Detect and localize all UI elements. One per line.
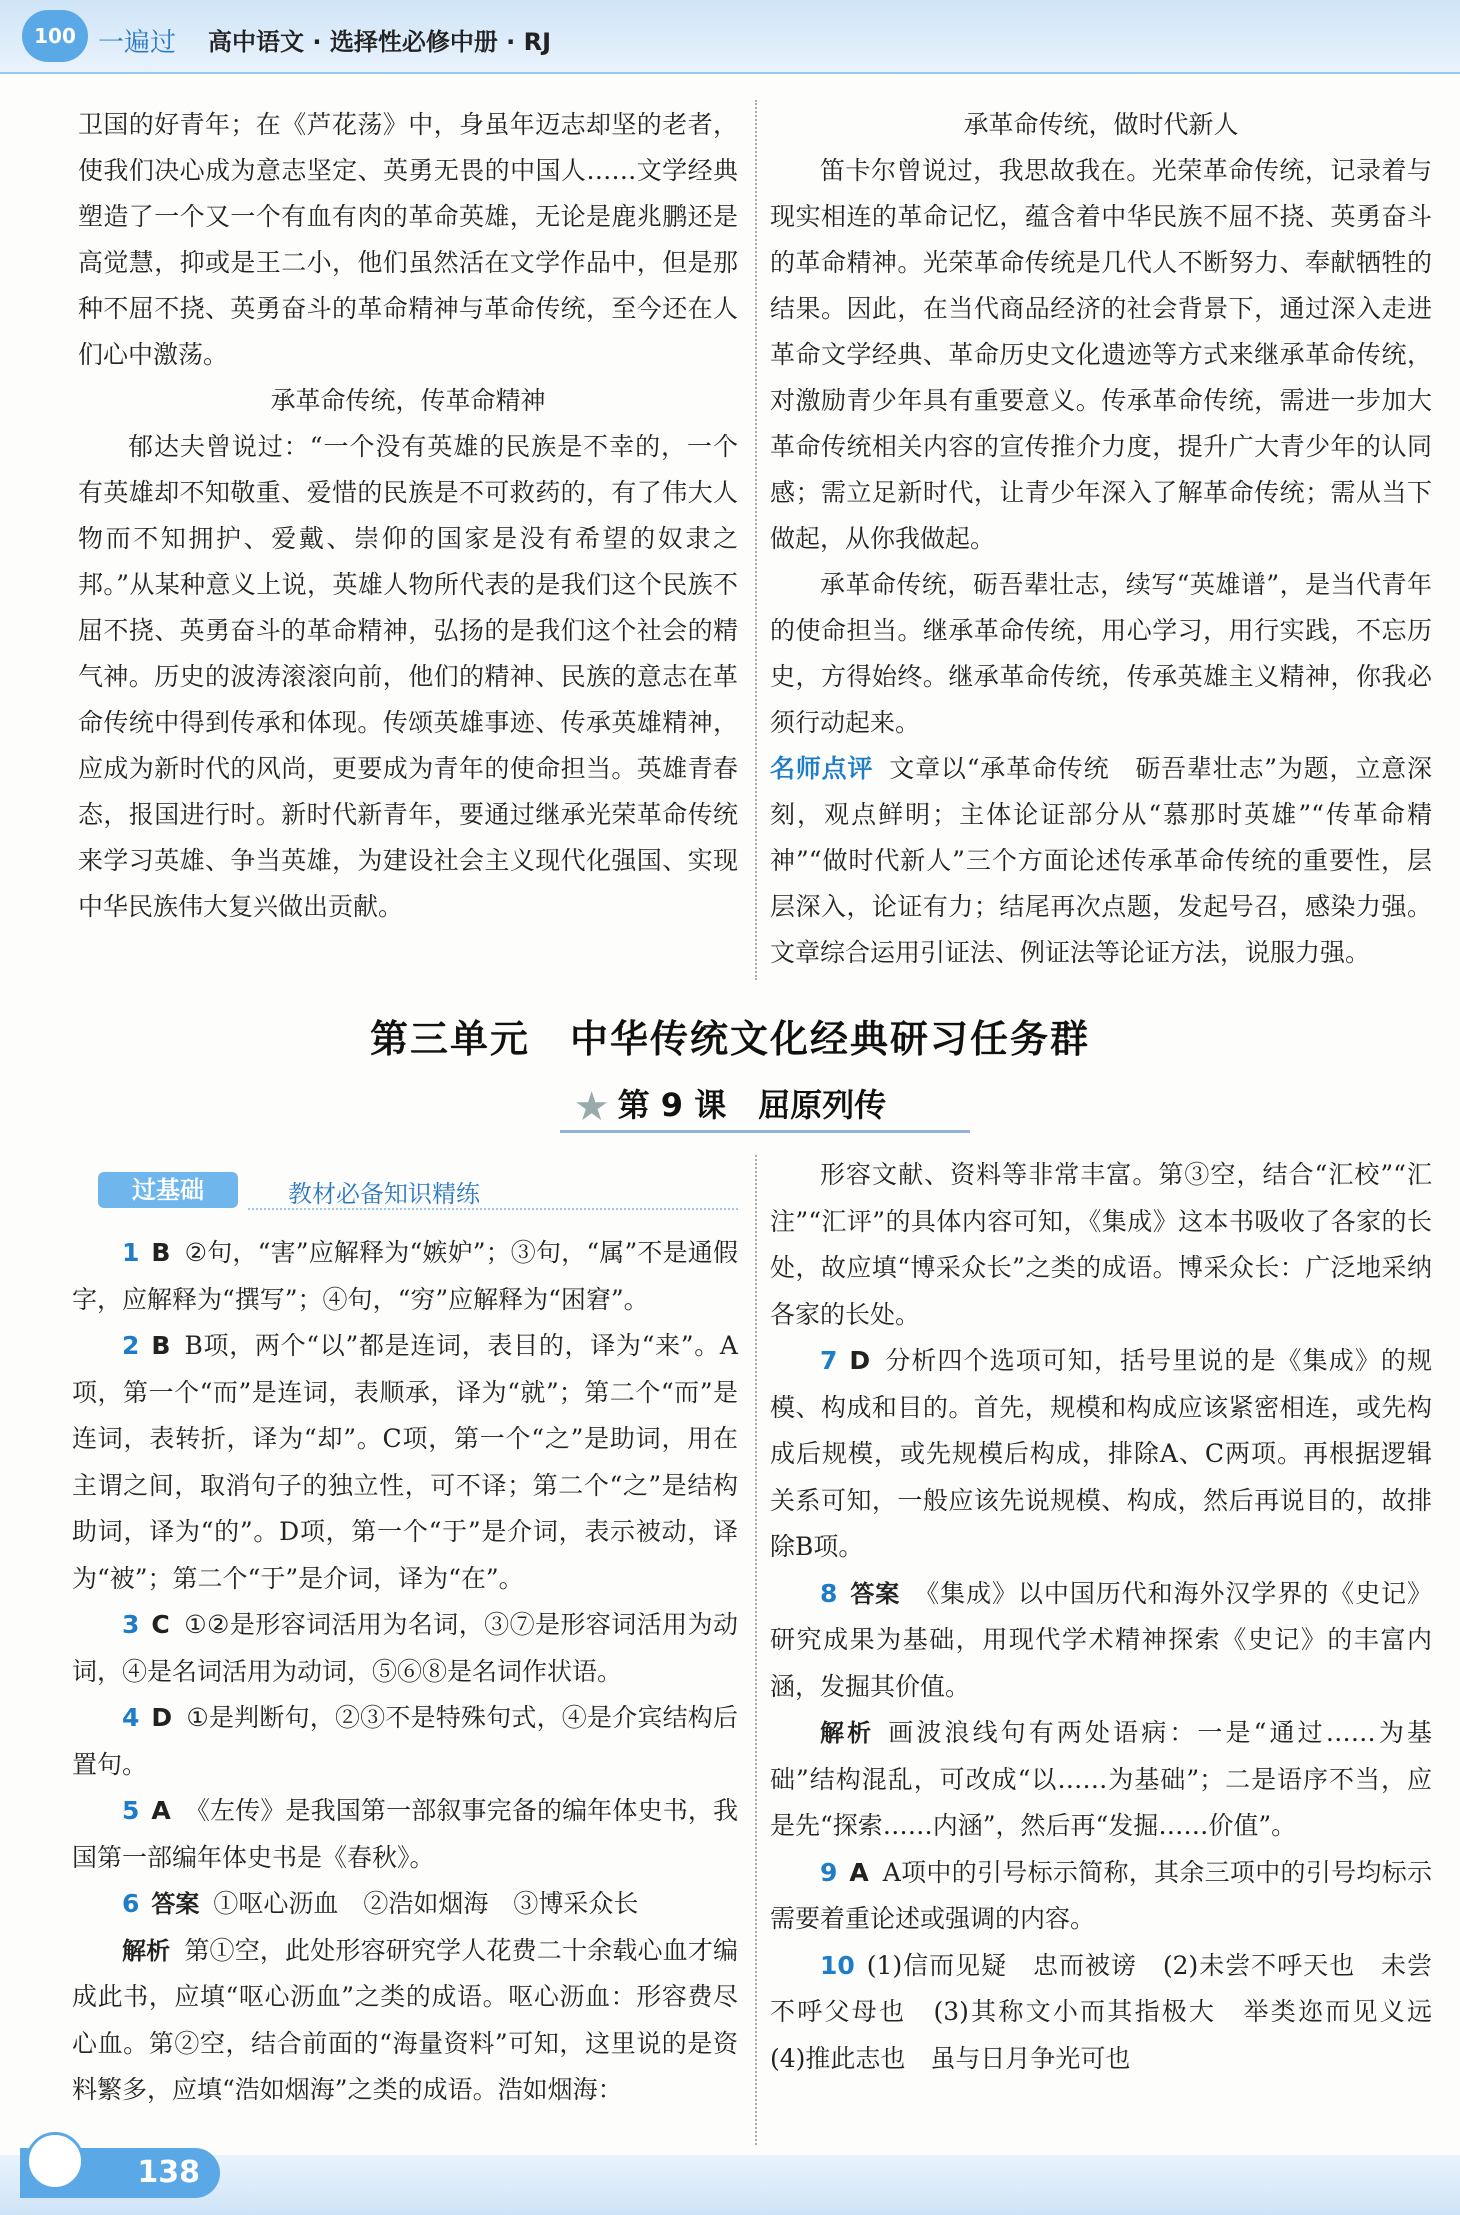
essay-paragraph: 笛卡尔曾说过，我思故我在。光荣革命传统，记录着与现实相连的革命记忆，蕴含着中华民族不屈不挠、英勇奋斗的革命精神。光荣革命传统是几代人不断努力、奉献牺牲的结果。因此，在当代商品经济的社会背景下，通过深入走进革命文学经典、革命历史文化遗迹等方式来继承革命传统，对激励青少年具有重要意义。传承革命传统，需进一步加大革命传统相关内容的宣传推介力度，提升广大青少年的认同感；需立足新时代，让青少年深入了解革命传统；需从当下做起，从你我做起。 [770,156,1432,553]
answer-option: D [849,1346,871,1375]
answer-text: ①呕心沥血 ②浩如烟海 ③博采众长 [213,1889,639,1918]
answer-label: 答案 [849,1579,901,1608]
brand-logo: 100 [22,10,88,62]
answer-text: 分析四个选项可知，括号里说的是《集成》的规模、构成和目的。首先，规模和构成应该紧密相连，或先构成后规模，或先规模后构成，排除A、C两项。再根据逻辑关系可知，一般应该先说规模、构成，然后再说目的，故排除B项。 [770,1346,1432,1561]
answer-option: B [151,1238,171,1267]
answer-item [72,1602,738,1695]
answer-number: 7 [820,1346,838,1375]
essay-subheading: 承革命传统，做时代新人 [963,110,1239,139]
answer-item [770,1710,1432,1850]
star-icon: ★ [573,1084,610,1130]
answer-option: B [151,1331,171,1360]
answers-left-column [72,1230,738,2114]
answer-text: 形容文献、资料等非常丰富。第③空，结合“汇校”“汇注”“汇评”的具体内容可知，《集成》这本书吸收了各家的长处，故应填“博采众长”之类的成语。博采众长：广泛地采纳各家的长处。 [770,1160,1432,1329]
answer-number: 5 [122,1796,140,1825]
answer-text: 画波浪线句有两处语病：一是“通过……为基础”结构混乱，可改成“以……为基础”；二是语序不当，应是先“探索……内涵”，然后再“发掘……价值”。 [770,1718,1432,1840]
analysis-label: 解析 [820,1719,875,1747]
column-divider [755,1155,757,2145]
answer-text: ①是判断句，②③不是特殊句式，④是介宾结构后置句。 [72,1703,738,1779]
answers-right-column [770,1152,1458,2082]
answer-item [770,1571,1432,1711]
lesson-underline [560,1130,970,1133]
essay-left-column [78,102,738,930]
mascot-icon [26,2132,84,2190]
answer-item [72,1695,738,1788]
answer-text: (1)信而见疑 忠而被谤 (2)未尝不呼天也 未尝不呼父母也 (3)其称文小而其指极大 举类迩而见义远 (4)推此志也 虽与日月争光可也 [770,1950,1458,2073]
analysis-label: 解析 [122,1936,171,1965]
answer-item [770,1850,1432,1943]
answer-option: C [151,1610,170,1639]
essay-paragraph: 郁达夫曾说过：“一个没有英雄的民族是不幸的，一个有英雄却不知敬重、爱惜的民族是不可救药的，有了伟大人物而不知拥护、爱戴、崇仰的国家是没有希望的奴隶之邦。”从某种意义上说，英雄人物所代表的是我们这个民族不屈不挠、英勇奋斗的革命精神，弘扬的是我们这个社会的精气神。历史的波涛滚滚向前，他们的精神、民族的意志在革命传统中得到传承和体现。传颂英雄事迹、传承英雄精神，应成为新时代的风尚，更要成为青年的使命担当。英雄青春态，报国进行时。新时代新青年，要通过继承光荣革命传统来学习英雄、争当英雄，为建设社会主义现代化强国、实现中华民族伟大复兴做出贡献。 [78,432,738,921]
answer-text: 《左传》是我国第一部叙事完备的编年体史书，我国第一部编年体史书是《春秋》。 [72,1796,738,1872]
book-title: 高中语文 · 选择性必修中册 · RJ [208,28,552,56]
answer-text: B项，两个“以”都是连词，表目的，译为“来”。A项，第一个“而”是连词，表顺承，译为“就”；第二个“而”是连词，表转折，译为“却”。C项，第一个“之”是助词，用在主谓之间，取消句子的独立性，可不译；第二个“之”是结构助词，译为“的”。D项，第一个“于”是介词，表示被动，译为“被”；第二个“于”是介词，译为“在”。 [72,1331,738,1593]
page-number: 138 [20,2148,220,2198]
unit-title: 第三单元 中华传统文化经典研习任务群 [369,1017,1090,1061]
answer-item [770,1152,1432,1338]
section-subtitle: 教材必备知识精练 [288,1180,480,1208]
answer-text: ①②是形容词活用为名词，③⑦是形容词活用为动词，④是名词活用为动词，⑤⑥⑧是名词作状语。 [72,1610,738,1686]
section-underline [248,1208,738,1210]
essay-paragraph: 承革命传统，砺吾辈壮志，续写“英雄谱”，是当代青年的使命担当。继承革命传统，用心学习，用行实践，不忘历史，方得始终。继承革命传统，传承英雄主义精神，你我必须行动起来。 [770,570,1432,737]
essay-right-column [770,102,1432,976]
answer-number: 3 [122,1610,140,1639]
answer-number: 4 [122,1703,140,1732]
essay-subheading: 承革命传统，传革命精神 [270,386,546,415]
answer-text: 第①空，此处形容研究学人花费二十余载心血才编成此书，应填“呕心沥血”之类的成语。呕心沥血：形容费尽心血。第②空，结合前面的“海量资料”可知，这里说的是资料繁多，应填“浩如烟海”之类的成语。浩如烟海： [72,1935,738,2104]
lesson-title-text: 第 9 课 屈原列传 [617,1086,887,1124]
answer-number: 10 [820,1950,855,1980]
essay-paragraph: 卫国的好青年；在《芦花荡》中，身虽年迈志却坚的老者，使我们决心成为意志坚定、英勇无畏的中国人……文学经典塑造了一个又一个有血有肉的革命英雄，无论是鹿兆鹏还是高觉慧，抑或是王二小，他们虽然活在文学作品中，但是那种不屈不挠、英勇奋斗的革命精神与革命传统，至今还在人们心中激荡。 [78,110,738,369]
answer-item [72,1323,738,1602]
answer-number: 9 [820,1857,838,1887]
answer-number: 1 [122,1238,140,1267]
answer-text: ②句，“害”应解释为“嫉妒”；③句，“属”不是通假字，应解释为“撰写”；④句，“穷”应解释为“困窘”。 [72,1238,738,1314]
section-label: 过基础 [98,1172,238,1208]
brand-name: 一遍过 [98,28,177,58]
teacher-comment-tag: 名师点评 [770,754,874,783]
answer-text: A项中的引号标示简称，其余三项中的引号均标示需要着重论述或强调的内容。 [770,1857,1432,1933]
answer-number: 6 [122,1889,140,1918]
answer-label: 答案 [151,1890,200,1918]
answer-option: A [849,1857,869,1887]
answer-item [770,1943,1458,2083]
teacher-comment-text: 文章以“承革命传统 砺吾辈壮志”为题，立意深刻，观点鲜明；主体论证部分从“慕那时英雄”“传革命精神”“做时代新人”三个方面论述传承革命传统的重要性，层层深入，论证有力；结尾再次点题，发起号召，感染力强。文章综合运用引证法、例证法等论证方法，说服力强。 [770,754,1432,967]
answer-item [770,1338,1432,1571]
answer-text: 《集成》以中国历代和海外汉学界的《史记》研究成果为基础，用现代学术精神探索《史记》的丰富内涵，发掘其价值。 [770,1578,1432,1701]
section-banner [78,1168,738,1214]
answer-option: D [151,1703,173,1732]
header-bar [0,0,1460,74]
answer-item [72,1788,738,1881]
lesson-title [0,1080,1460,1130]
answer-item [72,1230,738,1323]
answer-number: 8 [820,1578,838,1608]
answer-number: 2 [122,1331,140,1360]
answer-item [72,1928,738,2114]
column-divider [755,100,757,980]
teacher-comment [770,746,1432,976]
answer-item [72,1881,738,1928]
answer-option: A [151,1796,171,1825]
footer-bar [0,2155,1460,2215]
